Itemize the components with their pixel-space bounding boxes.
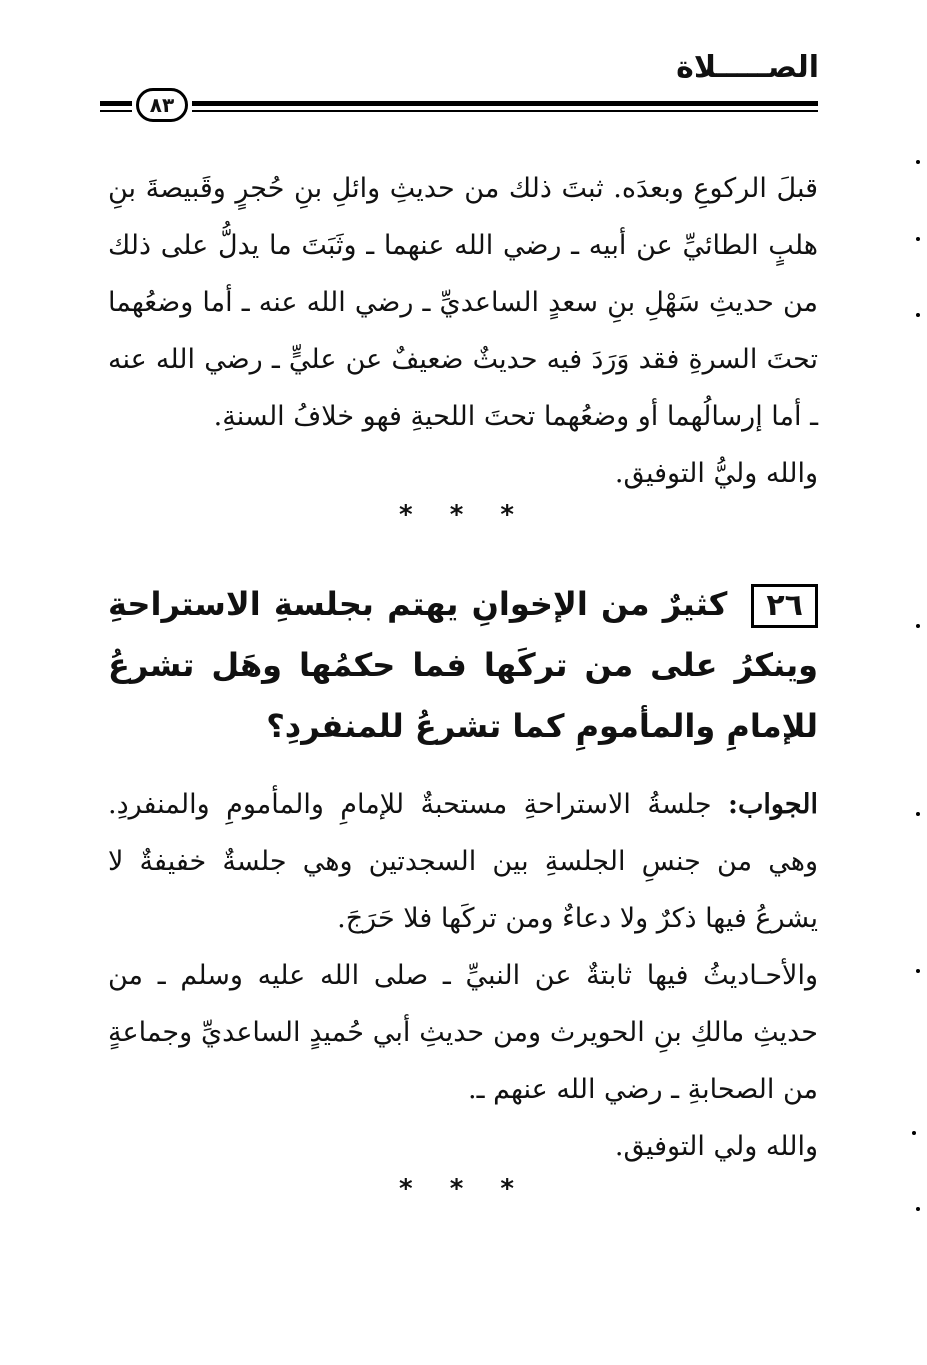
question-text: كثيرٌ من الإخوانِ يهتم بجلسةِ الاستراحةِ وينكرُ على من تركَها فما حكمُها وهَل تشرعُ للإمامِ والمأمومِ كما تشرعُ للمنفردِ؟ bbox=[108, 585, 818, 745]
margin-dot bbox=[916, 624, 920, 628]
margin-dot bbox=[916, 812, 920, 816]
section-1-paragraph: قبلَ الركوعِ وبعدَه. ثبتَ ذلك من حديثِ وائلِ بنِ حُجرٍ وقَبيصةَ بنِ هلبٍ الطائيِّ عن أبيه ـ رضي الله عنهما ـ وثَبَتَ ما يدلُّ على ذلك من حديثِ سَهْلِ بنِ سعدٍ الساعديِّ ـ رضي الله عنه ـ أما وضعُهما تحتَ السرةِ فقد وَرَدَ فيه حديثٌ ضعيفٌ عن عليٍّ ـ رضي الله عنه ـ أما إرسالُهما أو وضعُهما تحتَ اللحيةِ فهو خلافُ السنةِ. bbox=[108, 173, 818, 432]
header-rule-stub-thin bbox=[100, 110, 132, 112]
margin-dot bbox=[916, 1207, 920, 1211]
answer-paragraph-1-text: جلسةُ الاستراحةِ مستحبةٌ للإمامِ والمأمومِ والمنفردِ. وهي من جنسِ الجلسةِ بين السجدتين وهي جلسةٌ خفيفةٌ لا يشرعُ فيها ذكرٌ ولا دعاءٌ ومن تركَها فلا حَرَجَ. bbox=[108, 789, 818, 934]
header-rule-stub bbox=[100, 101, 132, 106]
answer-label: الجواب: bbox=[728, 789, 818, 820]
question-number-box: ٢٦ bbox=[751, 584, 818, 628]
margin-dot bbox=[916, 313, 920, 317]
question-heading bbox=[108, 574, 818, 757]
section-separator: * * * bbox=[399, 500, 528, 530]
margin-dot bbox=[916, 969, 920, 973]
running-title: الصـــــلاة bbox=[676, 50, 819, 85]
answer-paragraph-1 bbox=[108, 776, 818, 947]
answer-text bbox=[108, 776, 818, 1175]
header-rule-thin bbox=[192, 110, 818, 112]
margin-dot bbox=[912, 1131, 916, 1135]
margin-dot bbox=[916, 237, 920, 241]
page-number: ٨٣ bbox=[136, 88, 188, 122]
section-separator-end: * * * bbox=[399, 1174, 528, 1204]
header-rule-thick bbox=[192, 101, 818, 106]
answer-paragraph-2: والأحـاديثُ فيها ثابتةٌ عن النبيِّ ـ صلى الله عليه وسلم ـ من حديثِ مالكِ بنِ الحويرث ومن حديثِ أبي حُميدٍ الساعديِّ وجماعةٍ من الصحابةِ ـ رضي الله عنهم ـ. bbox=[108, 960, 818, 1105]
answer-closing: والله ولي التوفيق. bbox=[614, 1131, 818, 1162]
section-1-text bbox=[108, 160, 818, 502]
section-1-closing: والله وليُّ التوفيق. bbox=[614, 458, 818, 489]
margin-dot bbox=[916, 160, 920, 164]
